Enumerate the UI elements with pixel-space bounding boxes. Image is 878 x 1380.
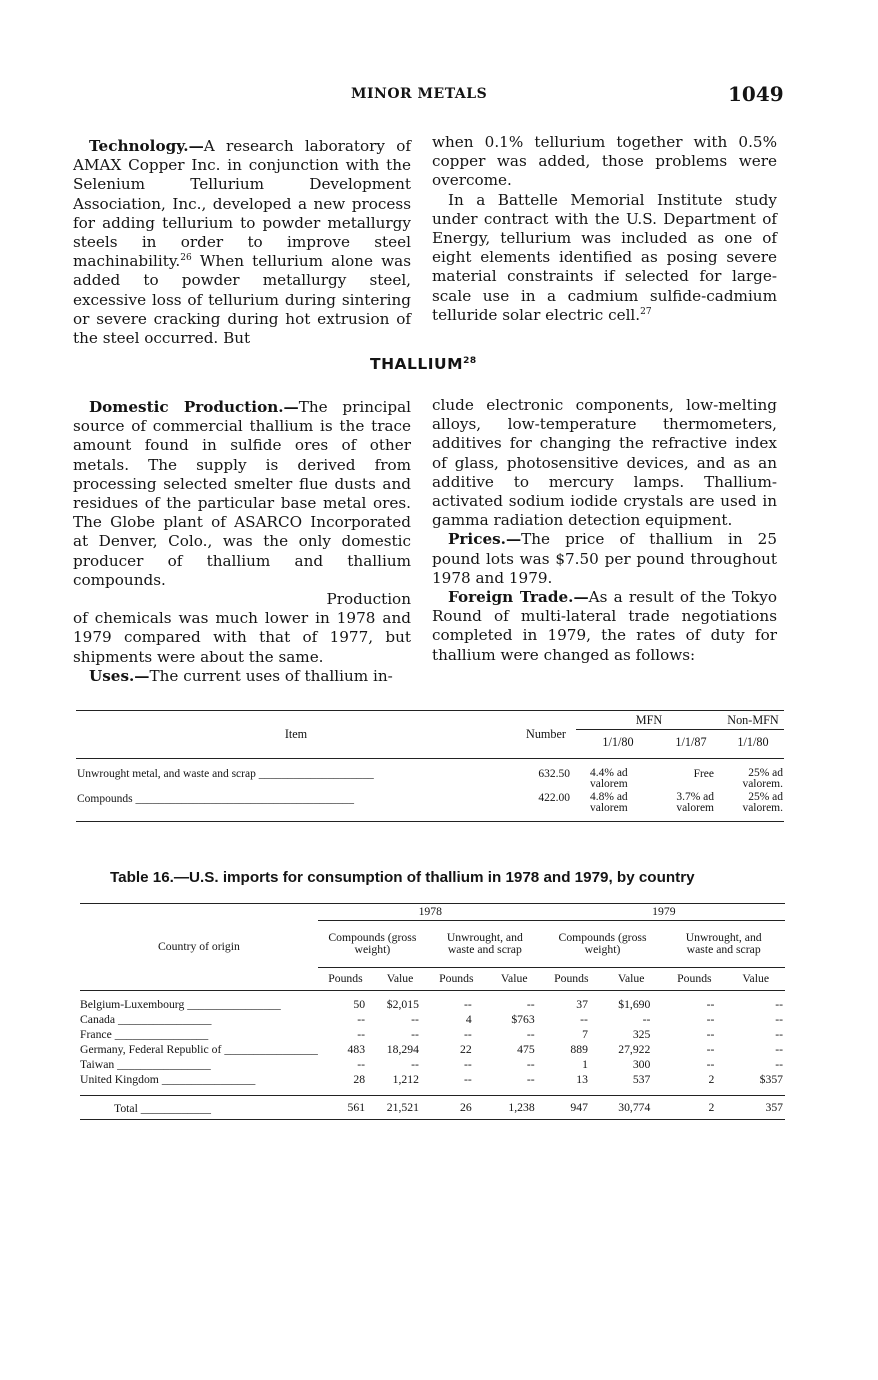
foreign-trade-text: As a result of the Tokyo Round of multi-lateral trade negotiations completed in 1979, the rates of duty for thallium were changed as follows: xyxy=(432,588,777,664)
data-cell: -- xyxy=(463,1058,472,1071)
table-row xyxy=(80,1072,785,1087)
total-cell: 21,521 xyxy=(386,1101,419,1114)
data-cell: 325 xyxy=(632,1028,651,1041)
table-row xyxy=(80,1057,785,1072)
total-cell: 26 xyxy=(460,1101,472,1114)
header-pounds: Pounds xyxy=(554,972,589,985)
table-row xyxy=(80,1012,785,1027)
prices-heading: Prices.— xyxy=(448,530,522,549)
data-cell: -- xyxy=(463,1028,472,1041)
data-cell: 50 xyxy=(353,998,366,1011)
table-16-title: Table 16.—U.S. imports for consumption of thallium in 1978 and 1979, by country xyxy=(110,869,695,886)
data-cell: -- xyxy=(526,1058,535,1071)
duty-header-nonmfn-1980: 1/1/80 xyxy=(737,735,769,749)
header-pounds: Pounds xyxy=(328,972,363,985)
thallium-title: THALLIUM xyxy=(370,355,464,373)
data-cell: 475 xyxy=(517,1043,535,1056)
data-cell: -- xyxy=(775,1028,783,1041)
total-cell: 30,774 xyxy=(618,1101,651,1114)
duty-header-number: Number xyxy=(526,727,566,741)
thallium-column-2 xyxy=(432,396,777,665)
table-row xyxy=(80,1042,785,1057)
data-cell: 300 xyxy=(632,1058,651,1071)
data-cell: 13 xyxy=(576,1073,588,1086)
data-cell: 28 xyxy=(353,1073,366,1086)
duty-row-item: Compounds ______________________________________ xyxy=(77,793,354,805)
data-cell: 37 xyxy=(576,998,588,1011)
country-cell: Belgium-Luxembourg ________________ xyxy=(80,998,281,1011)
header-compounds-1979: Compounds (gross weight) xyxy=(543,921,663,968)
technology-para-1: when 0.1% tellurium together with 0.5% copper was added, those problems were overcome. xyxy=(432,133,777,190)
header-pounds: Pounds xyxy=(677,972,712,985)
data-cell: -- xyxy=(357,1028,366,1041)
data-cell: -- xyxy=(463,1073,472,1086)
data-cell: -- xyxy=(357,1013,366,1026)
data-cell: -- xyxy=(357,1058,366,1071)
duty-row-nonmfn: 25% ad valorem. xyxy=(742,791,783,814)
uses-text-a: The current uses of thallium in- xyxy=(149,666,393,685)
duty-header-item: Item xyxy=(284,727,308,741)
table-row-total xyxy=(80,1096,785,1120)
header-value: Value xyxy=(500,972,528,985)
duty-row-mfn80: 4.8% ad valorem xyxy=(590,791,628,814)
total-cell: 947 xyxy=(570,1101,588,1114)
header-year-1979: 1979 xyxy=(543,904,785,921)
data-cell: 483 xyxy=(347,1043,366,1056)
duty-rate-table xyxy=(76,710,784,822)
data-cell: -- xyxy=(580,1013,588,1026)
domestic-production-text: The principal source of commercial thallium is the trace amount found in sulfide ores of other metals. The supply is derived from processing selected smelter flue dusts and residues of the particular base metal ores. The Globe plant of ASARCO Incorporated at Denver, Colo., was the only domestic producer of thallium and thallium compounds. xyxy=(73,398,411,589)
data-cell: -- xyxy=(775,1013,783,1026)
data-cell: -- xyxy=(411,1058,419,1071)
data-cell: -- xyxy=(411,1013,419,1026)
uses-text-b: clude electronic components, low-melting alloys, low-temperature thermometers, additives for changing the refractive index of glass, photosensitive devices, and as an additive to mercury lamps. Thallium-activated sodium iodide crystals are used in gamma radiation detection equipment. xyxy=(432,396,777,530)
data-cell: -- xyxy=(706,998,715,1011)
header-value: Value xyxy=(742,972,769,985)
data-cell: 1,212 xyxy=(392,1073,419,1086)
total-cell: 2 xyxy=(708,1101,715,1114)
table-16 xyxy=(80,903,785,1120)
data-cell: -- xyxy=(411,1028,419,1041)
data-cell: $1,690 xyxy=(618,998,651,1011)
header-country-of-origin: Country of origin xyxy=(158,940,240,953)
page-number: 1049 xyxy=(728,82,784,106)
total-cell: 357 xyxy=(765,1101,783,1114)
total-cell: 1,238 xyxy=(508,1101,535,1114)
data-cell: -- xyxy=(642,1013,651,1026)
data-cell: 18,294 xyxy=(386,1043,419,1056)
uses-heading: Uses.— xyxy=(89,666,150,685)
duty-row-mfn80: 4.4% ad valorem xyxy=(590,767,628,790)
data-cell: 7 xyxy=(582,1028,588,1041)
table-row xyxy=(80,997,785,1012)
header-value: Value xyxy=(617,972,645,985)
duty-header-mfn-1987: 1/1/87 xyxy=(675,735,707,749)
data-cell: -- xyxy=(526,1028,535,1041)
country-cell: France ________________ xyxy=(80,1028,209,1041)
data-cell: -- xyxy=(706,1028,715,1041)
data-cell: -- xyxy=(526,998,535,1011)
footnote-ref-27: 27 xyxy=(640,306,652,317)
running-header-title: MINOR METALS xyxy=(351,86,488,102)
table-row xyxy=(76,767,784,791)
header-value: Value xyxy=(386,972,414,985)
header-unwrought-1978: Unwrought, and waste and scrap xyxy=(427,921,543,968)
data-cell: -- xyxy=(775,1058,783,1071)
duty-header-mfn-1980: 1/1/80 xyxy=(602,735,634,749)
duty-row-nonmfn: 25% ad valorem. xyxy=(742,767,783,790)
duty-row-mfn87: Free xyxy=(693,768,714,780)
country-cell: United Kingdom ________________ xyxy=(80,1073,256,1086)
prices-text: The price of thallium in 25 pound lots was $7.50 per pound throughout 1978 and 1979. xyxy=(432,530,777,587)
data-cell: $763 xyxy=(511,1013,535,1026)
table-row xyxy=(76,791,784,815)
data-cell: $357 xyxy=(759,1073,783,1086)
technology-column-2 xyxy=(432,133,777,325)
data-cell: 537 xyxy=(632,1073,651,1086)
duty-row-number: 422.00 xyxy=(538,792,570,804)
technology-para-2-text: In a Battelle Memorial Institute study under contract with the U.S. Department of Energy, tellurium was included as one of eight elements identified as posing severe material constraints if selected for large-scale use in a cadmium sulfide-cadmium telluride solar electric cell. xyxy=(432,190,777,324)
data-cell: -- xyxy=(706,1058,715,1071)
header-compounds-1978: Compounds (gross weight) xyxy=(318,921,427,968)
data-cell: 889 xyxy=(570,1043,588,1056)
duty-row-number: 632.50 xyxy=(538,768,570,780)
footnote-ref-28: 28 xyxy=(463,355,477,366)
data-cell: $2,015 xyxy=(386,998,419,1011)
data-cell: -- xyxy=(706,1013,715,1026)
data-cell: 1 xyxy=(582,1058,588,1071)
data-cell: -- xyxy=(463,998,472,1011)
total-label: Total ____________ xyxy=(114,1102,211,1115)
header-year-1978: 1978 xyxy=(318,904,543,921)
country-cell: Canada ________________ xyxy=(80,1013,212,1026)
duty-row-item: Unwrought metal, and waste and scrap ____________________ xyxy=(77,768,374,780)
duty-header-mfn: MFN xyxy=(576,711,722,730)
table-row xyxy=(80,1027,785,1042)
domestic-production-heading: Domestic Production.— xyxy=(89,398,299,416)
footnote-ref-26: 26 xyxy=(180,253,192,264)
data-cell: -- xyxy=(775,998,783,1011)
table-16-body xyxy=(80,997,785,1087)
country-cell: Taiwan ________________ xyxy=(80,1058,211,1071)
data-cell: 22 xyxy=(460,1043,472,1056)
data-cell: 27,922 xyxy=(618,1043,651,1056)
data-cell: -- xyxy=(526,1073,535,1086)
technology-heading: Technology.— xyxy=(89,137,204,155)
country-cell: Germany, Federal Republic of ________________ xyxy=(80,1043,318,1056)
technology-column-1 xyxy=(73,137,411,348)
section-title-thallium xyxy=(370,355,477,373)
foreign-trade-heading: Foreign Trade.— xyxy=(448,588,589,607)
production-text-a: Production xyxy=(326,590,411,609)
duty-row-mfn87: 3.7% ad valorem xyxy=(676,791,714,814)
technology-text: A research laboratory of AMAX Copper Inc. in conjunction with the Selenium Tellurium Development Association, Inc., developed a new process for adding tellurium to powder metallurgy steels in order to improve steel machinability. xyxy=(73,137,411,271)
duty-header-non-mfn: Non-MFN xyxy=(722,711,784,730)
total-cell: 561 xyxy=(347,1101,366,1114)
data-cell: 4 xyxy=(465,1013,472,1026)
thallium-column-1 xyxy=(73,398,411,686)
production-text-b: of chemicals was much lower in 1978 and 1979 compared with that of 1977, but shipments were about the same. xyxy=(73,609,411,666)
header-pounds: Pounds xyxy=(439,972,474,985)
data-cell: -- xyxy=(706,1043,715,1056)
header-unwrought-1979: Unwrought, and waste and scrap xyxy=(662,921,785,968)
technology-para-2 xyxy=(432,191,777,325)
technology-text-cont: When tellurium alone was added to powder metallurgy steel, excessive loss of tellurium during sintering or severe cracking during hot extrusion of the steel occurred. But xyxy=(73,252,411,348)
data-cell: 2 xyxy=(708,1073,715,1086)
data-cell: -- xyxy=(775,1043,783,1056)
